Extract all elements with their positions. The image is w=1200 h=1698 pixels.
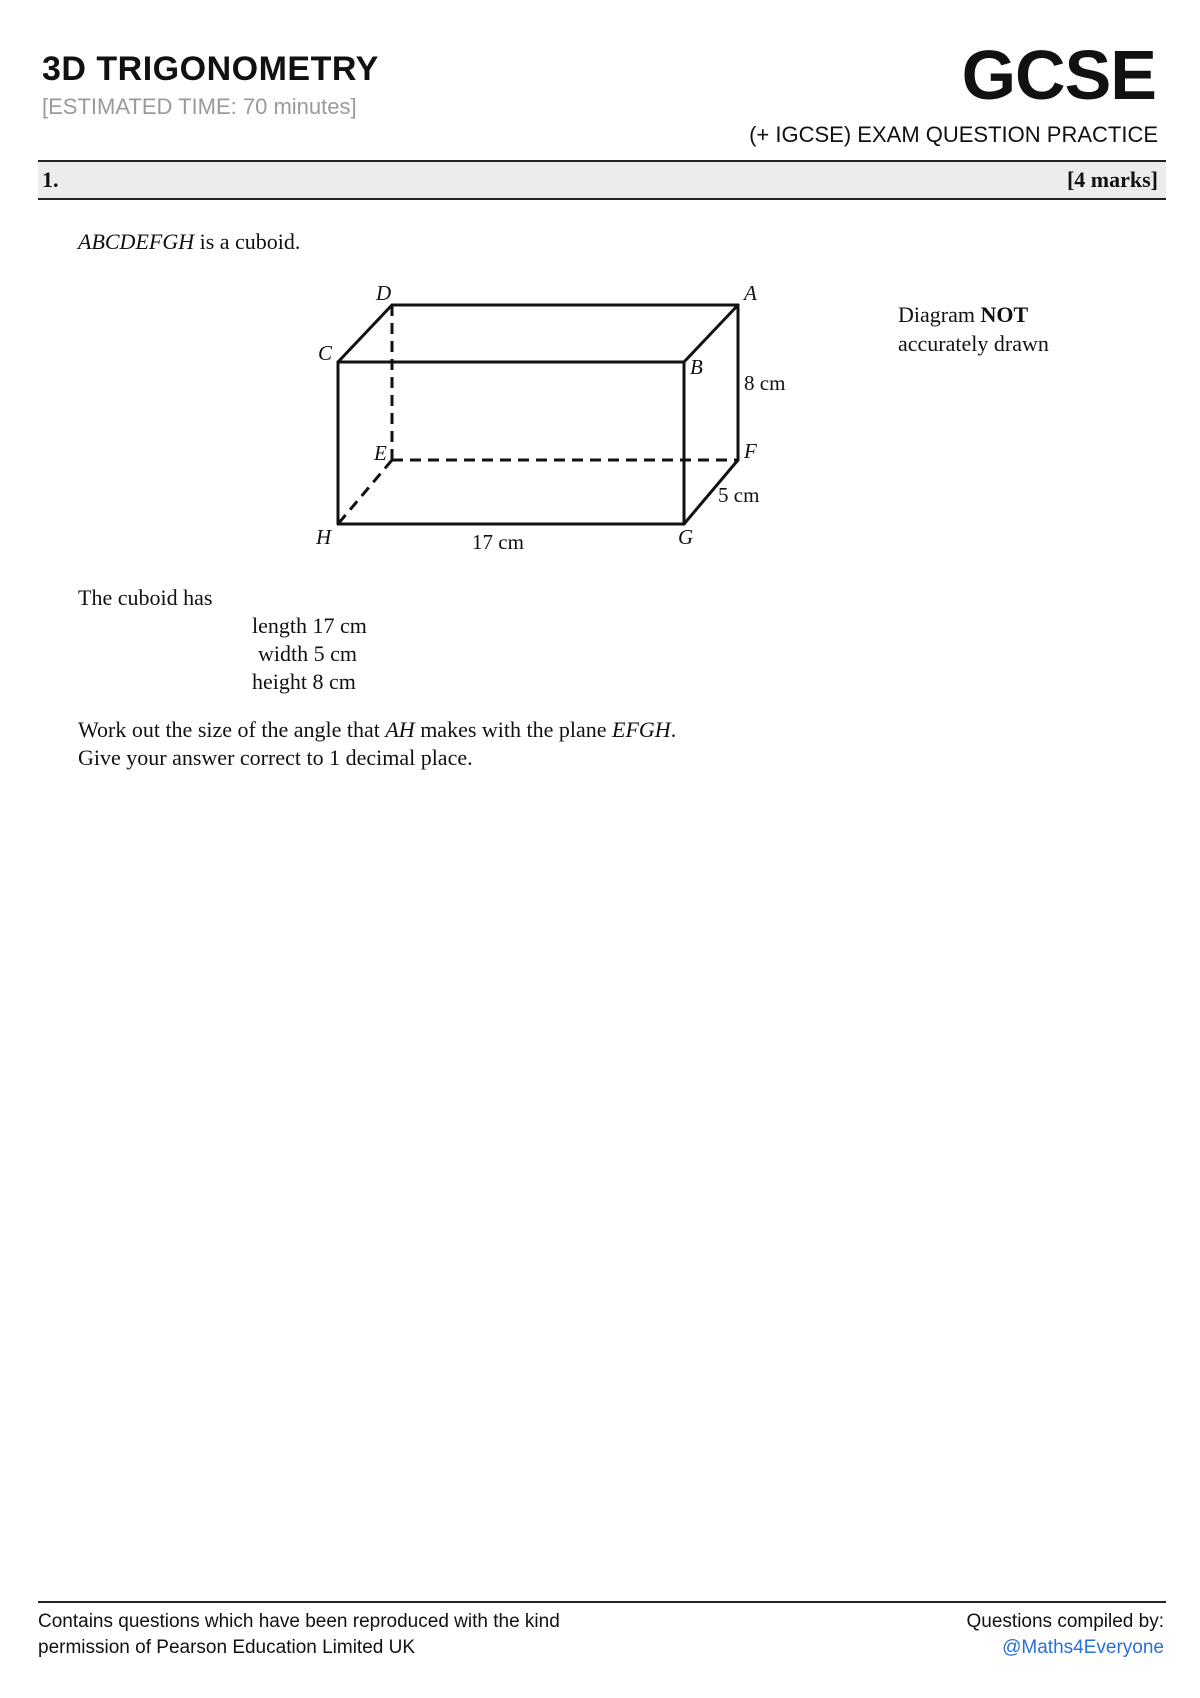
dimension-length: length 17 cm	[252, 613, 367, 638]
dimensions-list	[252, 612, 367, 696]
length-label: 17 cm	[472, 530, 524, 554]
edge-eh-hidden	[338, 460, 392, 524]
vertex-label-d: D	[376, 281, 392, 305]
cuboid-diagram	[300, 270, 820, 560]
footer-permission-line-1: Contains questions which have been reproduced with the kind	[38, 1611, 560, 1632]
footer-handle-link[interactable]: @Maths4Everyone	[1002, 1637, 1164, 1658]
edge-ab	[684, 305, 738, 362]
dimension-height: height 8 cm	[252, 669, 356, 694]
diagram-note-text: Diagram	[898, 302, 981, 327]
height-label: 8 cm	[744, 371, 786, 395]
vertex-label-b: B	[690, 355, 703, 379]
vertex-label-h: H	[316, 525, 332, 549]
diagram-note	[898, 300, 1049, 358]
task-line-2: Give your answer correct to 1 decimal place.	[78, 745, 473, 770]
footer-divider	[38, 1601, 1166, 1603]
footer-permission	[38, 1609, 560, 1661]
line-ah: AH	[385, 717, 415, 742]
task-text: .	[670, 717, 677, 742]
dimension-width: width 5 cm	[258, 641, 357, 666]
vertex-label-e: E	[374, 441, 387, 465]
exam-practice-subtitle: (+ IGCSE) EXAM QUESTION PRACTICE	[749, 122, 1158, 147]
vertex-label-g: G	[678, 525, 694, 549]
vertex-label-c: C	[318, 341, 333, 365]
question-task	[78, 716, 676, 772]
diagram-note-not: NOT	[980, 302, 1029, 327]
task-text: makes with the plane	[414, 717, 613, 742]
question-header-bar	[38, 160, 1166, 200]
task-line-1	[78, 716, 676, 744]
vertex-label-a: A	[744, 281, 757, 305]
question-marks: [4 marks]	[1066, 167, 1158, 192]
gcse-brand: GCSE	[961, 36, 1156, 114]
intro-text: is a cuboid.	[194, 229, 301, 254]
width-label: 5 cm	[718, 483, 760, 507]
footer-permission-line-2: permission of Pearson Education Limited UK	[38, 1637, 416, 1658]
edge-cd	[338, 305, 392, 362]
cuboid-name: ABCDEFGH	[78, 229, 195, 254]
worksheet-title: 3D TRIGONOMETRY	[42, 50, 379, 88]
diagram-note-text-2: accurately drawn	[898, 331, 1049, 356]
cuboid-has-text: The cuboid has	[78, 585, 213, 610]
vertex-label-f: F	[744, 439, 757, 463]
question-number: 1.	[42, 167, 59, 192]
plane-efgh: EFGH	[612, 717, 671, 742]
task-text: Work out the size of the angle that	[78, 717, 386, 742]
question-intro	[78, 228, 300, 256]
footer-credit	[967, 1609, 1165, 1661]
footer-compiled-by: Questions compiled by:	[966, 1611, 1164, 1632]
estimated-time: [ESTIMATED TIME: 70 minutes]	[42, 94, 357, 119]
